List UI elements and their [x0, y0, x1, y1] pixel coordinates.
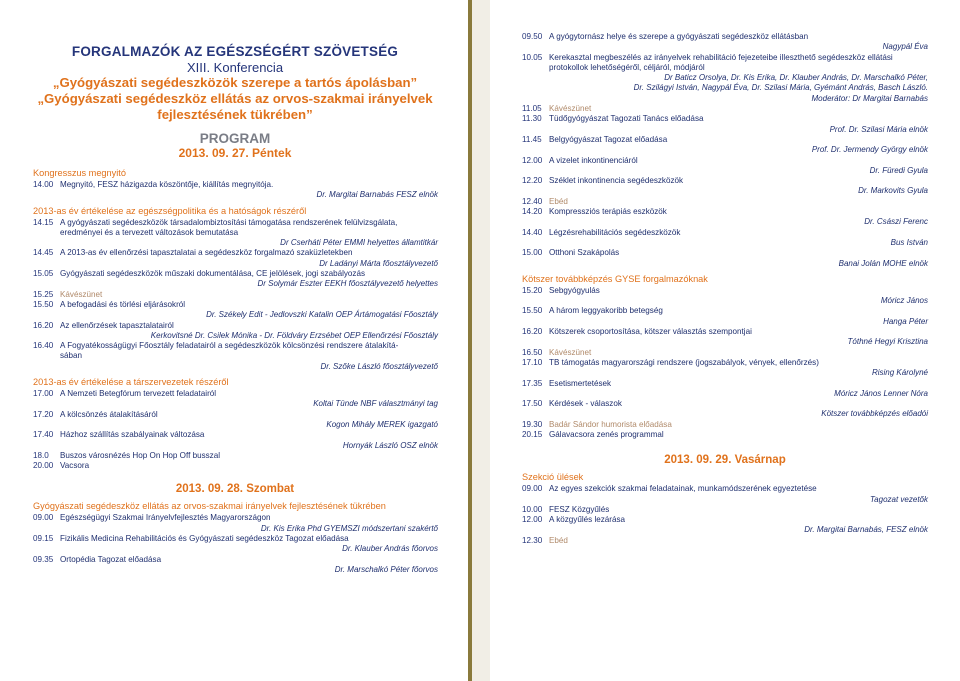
friday-date: 2013. 09. 27. Péntek: [178, 146, 292, 160]
saturday-date: 2013. 09. 28. Szombat: [175, 483, 295, 496]
item-time: 15.50: [522, 306, 543, 316]
right-page: [490, 0, 960, 681]
schedule-item: [33, 513, 438, 534]
item-time: 12.20: [522, 176, 543, 186]
conference-number: XIII. Konferencia: [186, 60, 284, 75]
schedule-item: [33, 389, 438, 410]
schedule-item: [33, 290, 438, 300]
schedule-item: [522, 176, 928, 197]
item-time: 17.20: [33, 409, 54, 419]
item-title: A kölcsönzés átalakításáról: [60, 409, 158, 419]
item-title: Sebgyógyulás: [549, 285, 600, 295]
item-time: 17.40: [33, 430, 54, 440]
item-speaker: Dr. Klauber András főorvos: [342, 544, 438, 554]
item-time: 09.50: [522, 32, 543, 41]
item-title: Vacsora: [60, 461, 90, 471]
item-time: 16.50: [522, 347, 543, 357]
schedule-item: [33, 341, 438, 372]
section-heading: Szekció ülések: [522, 472, 584, 483]
item-speaker: Dr. Kis Erika Phd GYEMSZI módszertani szakértő: [260, 523, 438, 533]
item-title: protokollok lehetőségéről, céljáról, módjáról: [549, 62, 705, 72]
item-time: 18.0: [33, 450, 49, 460]
item-time: 16.40: [33, 341, 54, 351]
item-title: Házhoz szállítás szabályainak változása: [60, 430, 205, 440]
item-time: 10.00: [522, 504, 543, 514]
item-speaker: Hanga Péter: [883, 316, 928, 326]
item-time: 14.45: [33, 248, 54, 258]
item-title: Gyógyászati segédeszközök műszaki dokumentálása, CE jelölések, jogi szabályozás: [60, 269, 366, 279]
item-speaker: Dr. Margitai Barnabás, FESZ elnök: [804, 525, 928, 535]
item-time: 20.15: [522, 429, 543, 439]
section-heading: Kongresszus megnyitó: [33, 168, 126, 178]
item-time: 15.50: [33, 299, 54, 309]
schedule-item: [522, 207, 928, 228]
item-time: 09.00: [522, 484, 543, 494]
item-speaker: Banai Jolán MOHE elnök: [838, 258, 928, 268]
sunday-date: 2013. 09. 29. Vasárnap: [664, 454, 786, 467]
item-title: Széklet inkontinencia segédeszközök: [549, 176, 684, 186]
item-title: A közgyűlés lezárása: [549, 515, 626, 525]
item-title: Gálavacsora zenés programmal: [549, 429, 664, 439]
item-title: FESZ Közgyűlés: [549, 504, 610, 514]
item-time: 19.30: [522, 419, 543, 429]
item-title: A vizelet inkontinenciáról: [549, 155, 638, 165]
item-title: A befogadási és törlési eljárásokról: [60, 299, 186, 309]
schedule-item: [522, 358, 928, 379]
schedule-item: [522, 156, 928, 177]
item-title: Belgyógyászat Tagozat előadása: [549, 134, 668, 144]
item-time: 17.50: [522, 399, 543, 409]
item-time: 15.00: [522, 248, 543, 258]
friday-schedule: [0, 168, 470, 471]
item-time: 11.05: [522, 104, 542, 114]
item-speaker: Prof. Dr. Jermendy György elnök: [811, 145, 928, 155]
item-speaker: Bus István: [890, 237, 928, 247]
item-time: 12.00: [522, 155, 543, 165]
schedule-item: [522, 32, 928, 53]
item-title: Kerekasztal megbeszélés az irányelvek rehabilitáció fejezeteibe illeszthető segédeszköz ellátási: [549, 52, 893, 62]
schedule-item: [522, 114, 928, 135]
item-time: 12.00: [522, 515, 543, 525]
item-time: [33, 351, 60, 361]
item-title: A 2013-as év ellenőrzési tapasztalatai a segédeszköz forgalmazó szaküzletekben: [60, 248, 353, 258]
item-title: Ortopédia Tagozat előadása: [60, 554, 162, 564]
item-time: 14.00: [33, 180, 54, 189]
item-speaker: Móricz János: [880, 296, 928, 306]
schedule-item: [522, 420, 928, 430]
item-time: 15.05: [33, 269, 54, 279]
item-title: A három leggyakoribb betegség: [549, 306, 663, 316]
schedule-item: [33, 410, 438, 431]
schedule-item: [33, 321, 438, 342]
item-speaker: Dr. Markovits Gyula: [858, 186, 928, 196]
organization-name: FORGALMAZÓK AZ EGÉSZSÉGÉRT SZÖVETSÉG: [71, 44, 399, 59]
item-time: 15.25: [33, 289, 54, 299]
item-title: TB támogatás magyarországi rendszere (jogszabályok, vények, ellenőrzés): [549, 357, 819, 367]
item-speaker: Kerkovitsné Dr. Csilek Mónika - Dr. Földváry Erzsébet OEP Ellenőrzési Főosztály: [150, 330, 438, 340]
schedule-item: [33, 218, 438, 249]
schedule-item: [33, 248, 438, 269]
item-title: Az egyes szekciók szakmai feladatainak, munkamódszerének egyeztetése: [549, 484, 817, 494]
schedule-item: [33, 180, 438, 201]
item-speaker: Dr. Császi Ferenc: [864, 217, 928, 227]
item-title: Badár Sándor humorista előadása: [549, 419, 672, 429]
item-time: [33, 228, 60, 238]
schedule-item: [522, 430, 928, 440]
program-heading: PROGRAM: [199, 131, 271, 146]
item-time: 14.20: [522, 207, 543, 217]
conference-title-3: fejlesztésének tükrében”: [157, 107, 313, 122]
schedule-item: [522, 327, 928, 348]
item-title: A Fogyatékosságügyi Főosztály feladatairól a segédeszközök kölcsönzési rendszere átalakítá-: [60, 341, 399, 351]
item-speaker: Tagozat vezetők: [870, 494, 928, 504]
schedule-item: [522, 286, 928, 307]
item-speaker: Tóthné Hegyi Krisztina: [847, 337, 928, 347]
item-title: Kávészünet: [60, 289, 103, 299]
item-title: A Nemzeti Betegfórum tervezett feladatairól: [60, 389, 217, 399]
item-time: 09.00: [33, 513, 54, 523]
schedule-item: [33, 555, 438, 576]
schedule-item: [522, 306, 928, 327]
schedule-item: [33, 461, 438, 471]
item-title: Esetismertetések: [549, 378, 612, 388]
schedule-item: [522, 484, 928, 505]
item-title: Fizikális Medicina Rehabilitációs és Gyógyászati segédeszköz Tagozat előadása: [60, 534, 349, 544]
item-title: Kávészünet: [549, 347, 592, 357]
item-time: 11.45: [522, 134, 542, 144]
schedule-item: [33, 430, 438, 451]
item-title: Otthoni Szakápolás: [549, 248, 620, 258]
item-title: Légzésrehabilitációs segédeszközök: [549, 227, 681, 237]
item-title: eredményei és a tervezett változások bemutatása: [60, 227, 239, 237]
item-time: 20.00: [33, 461, 54, 471]
program-header: [0, 0, 470, 160]
item-speaker: Dr. Füredi Gyula: [869, 165, 928, 175]
item-title: Buszos városnézés Hop On Hop Off busszal: [60, 450, 221, 460]
item-time: 16.20: [33, 320, 54, 330]
saturday-schedule-part-2: [490, 32, 960, 440]
item-speaker: Móricz János Lenner Nóra: [834, 388, 928, 398]
item-title: A gyógytornász helye és szerepe a gyógyászati segédeszköz ellátásban: [549, 32, 809, 41]
section-heading: 2013-as év értékelése az egészségpolitika és a hatóságok részéről: [33, 205, 307, 216]
item-title: Egészségügyi Szakmai Irányelvfejlesztés Magyarországon: [60, 513, 271, 523]
item-speaker: Koltai Tünde NBF választmányi tag: [313, 399, 438, 409]
schedule-item: [33, 300, 438, 321]
item-time: 14.15: [33, 217, 54, 227]
sunday-schedule: [490, 472, 960, 546]
item-title: Kötszerek csoportosítása, kötszer választás szempontjai: [549, 327, 752, 337]
item-time: 12.30: [522, 535, 543, 545]
item-title: sában: [60, 351, 83, 361]
schedule-item: [522, 135, 928, 156]
schedule-item: [522, 399, 928, 420]
item-speaker: Dr. Marschalkó Péter főorvos: [334, 564, 438, 574]
item-speaker: Nagypál Éva: [882, 42, 928, 52]
section-heading: Gyógyászati segédeszköz ellátás az orvos-szakmai irányelvek fejlesztésének tükrében: [33, 501, 386, 512]
item-speaker: Rising Károlyné: [871, 368, 928, 378]
schedule-item: [522, 379, 928, 400]
item-title: A gyógyászati segédeszközök társadalombiztosítási támogatása rendszerének felülvizsgálata,: [60, 217, 398, 227]
item-speaker: Dr. Székely Edit - Jedlovszki Katalin OEP Ártámogatási Főosztály: [206, 310, 438, 320]
page-gutter: [472, 0, 490, 681]
item-title: Megnyitó, FESZ házigazda köszöntője, kiállítás megnyitója.: [60, 180, 274, 189]
item-speaker: Dr Cserháti Péter EMMI helyettes államtitkár: [280, 238, 438, 248]
item-title: Ebéd: [549, 535, 568, 545]
item-speaker: Prof. Dr. Szilasi Mária elnök: [829, 124, 928, 134]
schedule-item: [522, 104, 928, 114]
item-speaker: Dr. Szőke László főosztályvezető: [320, 361, 438, 371]
schedule-item: [522, 53, 928, 104]
item-title: Tüdőgyógyászat Tagozati Tanács előadása: [549, 114, 704, 124]
conference-title-2: „Gyógyászati segédeszköz ellátás az orvos-szakmai irányelvek: [37, 91, 433, 106]
item-speaker: Hornyák László OSZ elnök: [342, 440, 438, 450]
item-title: Kérdések - válaszok: [549, 399, 622, 409]
item-speaker: Dr Ladányi Márta főosztályvezető: [319, 258, 438, 268]
item-time: 12.40: [522, 196, 543, 206]
item-time: 17.00: [33, 389, 54, 399]
left-page: [0, 0, 470, 681]
item-title: Ebéd: [549, 196, 568, 206]
item-time: 11.30: [522, 114, 542, 124]
item-time: [522, 63, 549, 73]
item-title: Kávészünet: [549, 104, 592, 114]
item-speaker: Dr. Szilágyi István, Nagypál Éva, Dr. Szilasi Mária, Gyémánt András, Basch László.: [633, 83, 928, 93]
conference-title-1: „Gyógyászati segédeszközök szerepe a tartós ápolásban”: [52, 75, 418, 90]
item-title: Az ellenőrzések tapasztalatairól: [60, 320, 174, 330]
left-page-border: [468, 0, 472, 681]
schedule-item: [522, 505, 928, 515]
item-time: 09.15: [33, 534, 54, 544]
schedule-item: [522, 515, 928, 536]
section-heading: 2013-as év értékelése a társzervezetek részéről: [33, 377, 229, 388]
item-time: 15.20: [522, 285, 543, 295]
item-speaker: Dr Solymár Eszter EEKH főosztályvezető helyettes: [257, 279, 438, 289]
schedule-item: [522, 248, 928, 269]
item-time: 10.05: [522, 52, 543, 62]
item-speaker: Dr Baticz Orsolya, Dr. Kis Erika, Dr. Klauber András, Dr. Marschalkó Péter,: [664, 73, 928, 83]
schedule-item: [33, 534, 438, 555]
schedule-item: [522, 536, 928, 546]
schedule-item: [522, 197, 928, 207]
item-time: 17.10: [522, 357, 543, 367]
item-time: 16.20: [522, 327, 543, 337]
schedule-item: [33, 269, 438, 290]
schedule-item: [33, 451, 438, 461]
item-speaker: Kogon Mihály MEREK igazgató: [326, 419, 438, 429]
item-title: Kompressziós terápiás eszközök: [549, 207, 667, 217]
item-time: 14.40: [522, 227, 543, 237]
schedule-item: [522, 228, 928, 249]
item-speaker: Dr. Margitai Barnabás FESZ elnök: [316, 190, 438, 200]
item-speaker: Moderátor: Dr Margitai Barnabás: [811, 93, 928, 103]
item-time: 09.35: [33, 554, 54, 564]
schedule-item: [522, 348, 928, 358]
item-speaker: Kötszer továbbképzés előadói: [821, 409, 928, 419]
item-time: 17.35: [522, 378, 543, 388]
saturday-schedule-part-1: [0, 501, 470, 575]
section-heading: Kötszer továbbképzés GYSE forgalmazóknak: [522, 273, 708, 284]
